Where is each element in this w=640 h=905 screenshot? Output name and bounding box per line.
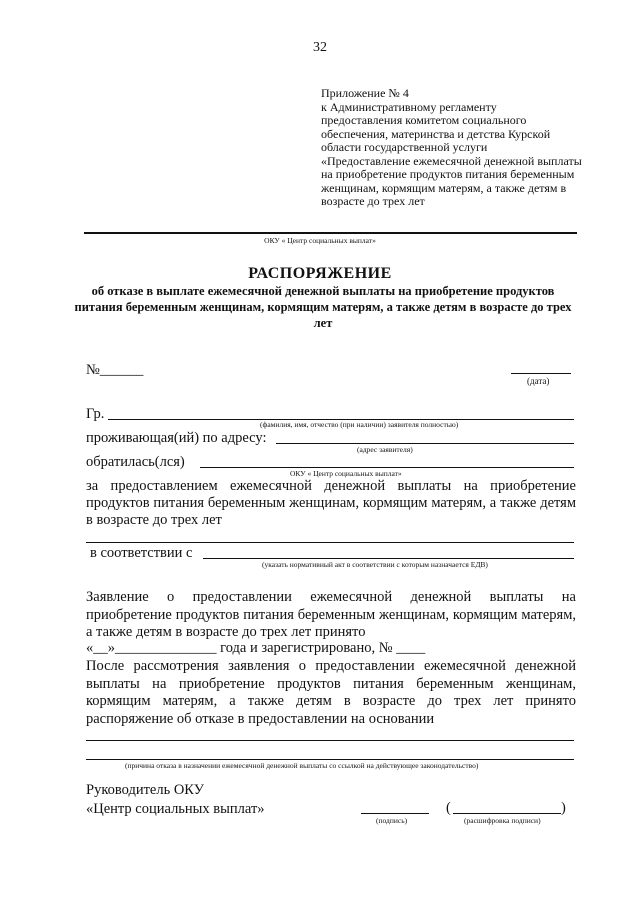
signature-caption: (подпись)	[376, 816, 408, 825]
applied-label: обратилась(лся)	[86, 454, 185, 470]
date-caption: (дата)	[527, 376, 550, 386]
address-caption: (адрес заявителя)	[357, 445, 413, 454]
accordance-caption: (указать нормативный акт в соответствии с которым назначается ЕДВ)	[262, 560, 488, 569]
annex-block	[321, 87, 591, 209]
citizen-caption: (фамилия, имя, отчество (при наличии) заявителя полностью)	[260, 420, 459, 429]
date-line	[511, 373, 571, 374]
annex-line: области государственной услуги	[321, 140, 488, 154]
org-header-rule	[84, 232, 577, 234]
signer-title: Руководитель ОКУ	[86, 782, 204, 798]
reason-line	[86, 759, 574, 760]
annex-line: обеспечения, материнства и детства Курской	[321, 126, 551, 141]
registration-text: «__»______________ года и зарегистрировано, № ____	[86, 640, 426, 656]
annex-line: предоставления комитетом социального	[321, 113, 527, 127]
review-text: После рассмотрения заявления о предоставлении ежемесячной денежной выплаты на приобретение продуктов питания беременным женщинам, кормящим матерям, а также детям в возрасте до трех лет принято распоряжение об отказе в предоставлении на основании	[86, 658, 576, 727]
annex-line: к Административному регламенту	[321, 99, 497, 114]
annex-line: Приложение № 4	[321, 86, 409, 100]
reason-line	[86, 740, 574, 741]
signature-line	[361, 813, 429, 814]
purpose-text: за предоставлением ежемесячной денежной выплаты на приобретение продуктов питания беременным женщинам, кормящим матерям, а также детям в возрасте до трех лет	[86, 478, 576, 528]
blank-line	[86, 542, 574, 543]
applied-caption: ОКУ « Центр социальных выплат»	[290, 469, 402, 478]
annex-line: возрасте до трех лет	[321, 194, 425, 208]
annex-line: женщинам, кормящим матерям, а также детям в	[321, 180, 567, 195]
document-subtitle: об отказе в выплате ежемесячной денежной выплаты на приобретение продуктов питания беременным женщинам, кормящим матерям, а также детям в возрасте до трех лет	[74, 284, 572, 330]
decoding-caption: (расшифровка подписи)	[464, 816, 541, 825]
decoding-line	[453, 813, 561, 814]
reason-caption: (причина отказа в назначении ежемесячной денежной выплаты со ссылкой на действующее законодательство)	[125, 761, 479, 770]
address-line	[276, 443, 574, 444]
org-caption: ОКУ « Центр социальных выплат»	[264, 236, 376, 245]
accordance-line	[203, 558, 574, 559]
citizen-label: Гр.	[86, 406, 105, 422]
annex-line: «Предоставление ежемесячной денежной выплаты	[321, 153, 582, 168]
address-label: проживающая(ий) по адресу:	[86, 430, 267, 446]
accordance-label: в соответствии с	[90, 545, 193, 561]
document-title: РАСПОРЯЖЕНИЕ	[248, 265, 392, 282]
number-field: №______	[86, 362, 144, 378]
applied-line	[200, 467, 574, 468]
application-text: Заявление о предоставлении ежемесячной денежной выплаты на приобретение продуктов питания беременным женщинам, кормящим матерям, а также детям в возрасте до трех лет принято	[86, 589, 576, 641]
page-number: 32	[313, 40, 327, 55]
annex-line: на приобретение продуктов питания беременным	[321, 167, 575, 181]
decoding-open-paren: (	[446, 800, 451, 816]
signer-org: «Центр социальных выплат»	[86, 801, 265, 817]
decoding-close-paren: )	[561, 800, 566, 816]
